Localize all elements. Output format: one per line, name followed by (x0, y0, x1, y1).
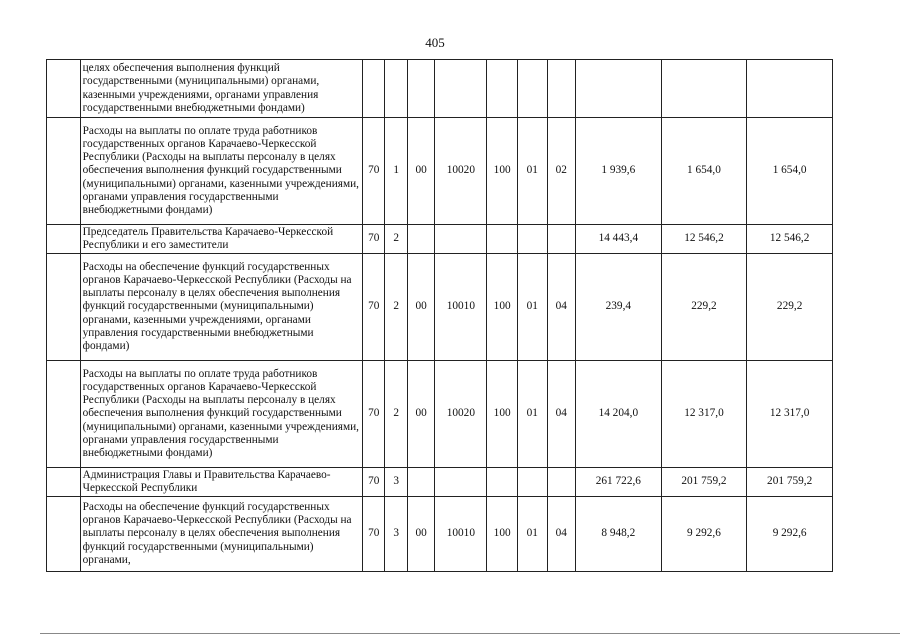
code-cell-c3: 00 (407, 361, 435, 468)
amount-cell-v1: 261 722,6 (576, 468, 662, 497)
code-cell-c1: 70 (363, 468, 385, 497)
expense-description: Расходы на выплаты по оплате труда работников государственных органов Карачаево-Черкесской Республики (Расходы на выплаты персоналу в целях обеспечения выполнения функций государственными (муниципальными) органами, казенными учреждениями, органами управления государственными внебюджетными фондами) (80, 118, 362, 225)
expense-description: целях обеспечения выполнения функций государственными (муниципальными) органами, казенными учреждениями, органами управления государственными внебюджетными фондами) (80, 60, 362, 118)
code-cell-c7: 04 (547, 361, 576, 468)
amount-cell-v2: 1 654,0 (661, 118, 747, 225)
code-cell-c6 (517, 225, 547, 254)
code-cell-c2: 1 (385, 118, 407, 225)
row-index-cell (47, 361, 81, 468)
code-cell-c5 (487, 60, 518, 118)
row-index-cell (47, 118, 81, 225)
code-cell-c5 (487, 468, 518, 497)
amount-cell-v3: 12 317,0 (747, 361, 833, 468)
code-cell-c3: 00 (407, 254, 435, 361)
page-bottom-rule (40, 633, 900, 634)
code-cell-c7 (547, 468, 576, 497)
code-cell-c7: 02 (547, 118, 576, 225)
code-cell-c2 (385, 60, 407, 118)
table-row (47, 60, 833, 118)
amount-cell-v3: 1 654,0 (747, 118, 833, 225)
code-cell-c1: 70 (363, 225, 385, 254)
amount-cell-v2: 12 317,0 (661, 361, 747, 468)
row-index-cell (47, 254, 81, 361)
expense-description: Администрация Главы и Правительства Карачаево-Черкесской Республики (80, 468, 362, 497)
code-cell-c1: 70 (363, 497, 385, 572)
code-cell-c7: 04 (547, 497, 576, 572)
table-row (47, 118, 833, 225)
amount-cell-v1: 239,4 (576, 254, 662, 361)
code-cell-c4 (435, 60, 487, 118)
amount-cell-v2: 201 759,2 (661, 468, 747, 497)
code-cell-c7 (547, 60, 576, 118)
amount-cell-v2: 9 292,6 (661, 497, 747, 572)
code-cell-c7 (547, 225, 576, 254)
code-cell-c7: 04 (547, 254, 576, 361)
amount-cell-v3: 12 546,2 (747, 225, 833, 254)
code-cell-c6: 01 (517, 254, 547, 361)
amount-cell-v1: 14 204,0 (576, 361, 662, 468)
code-cell-c6: 01 (517, 361, 547, 468)
code-cell-c2: 2 (385, 225, 407, 254)
table-row (47, 497, 833, 572)
budget-table (46, 59, 833, 572)
amount-cell-v3: 9 292,6 (747, 497, 833, 572)
amount-cell-v2 (661, 60, 747, 118)
expense-description: Расходы на обеспечение функций государственных органов Карачаево-Черкесской Республики (Расходы на выплаты персоналу в целях обеспечения выполнения функций государственными (муниципальными) органами, (80, 497, 362, 572)
amount-cell-v1: 1 939,6 (576, 118, 662, 225)
code-cell-c3: 00 (407, 497, 435, 572)
code-cell-c3 (407, 60, 435, 118)
code-cell-c5: 100 (487, 497, 518, 572)
code-cell-c2: 2 (385, 254, 407, 361)
code-cell-c1: 70 (363, 254, 385, 361)
code-cell-c5: 100 (487, 254, 518, 361)
code-cell-c6: 01 (517, 118, 547, 225)
amount-cell-v1: 14 443,4 (576, 225, 662, 254)
row-index-cell (47, 60, 81, 118)
code-cell-c2: 2 (385, 361, 407, 468)
expense-description: Расходы на выплаты по оплате труда работников государственных органов Карачаево-Черкесской Республики (Расходы на выплаты персоналу в целях обеспечения выполнения функций государственными (муниципальными) органами, казенными учреждениями, органами управления государственными внебюджетными фондами) (80, 361, 362, 468)
table-row (47, 361, 833, 468)
amount-cell-v3: 229,2 (747, 254, 833, 361)
amount-cell-v2: 229,2 (661, 254, 747, 361)
amount-cell-v1: 8 948,2 (576, 497, 662, 572)
code-cell-c6: 01 (517, 497, 547, 572)
code-cell-c4: 10020 (435, 361, 487, 468)
code-cell-c2: 3 (385, 468, 407, 497)
code-cell-c1: 70 (363, 118, 385, 225)
row-index-cell (47, 497, 81, 572)
row-index-cell (47, 468, 81, 497)
code-cell-c4 (435, 225, 487, 254)
code-cell-c4: 10010 (435, 254, 487, 361)
amount-cell-v2: 12 546,2 (661, 225, 747, 254)
table-row (47, 254, 833, 361)
expense-description: Расходы на обеспечение функций государственных органов Карачаево-Черкесской Республики (Расходы на выплаты персоналу в целях обеспечения выполнения функций государственными (муниципальными) органами, казенными учреждениями, органами управления государственными внебюджетными фондами) (80, 254, 362, 361)
code-cell-c6 (517, 60, 547, 118)
code-cell-c5: 100 (487, 118, 518, 225)
code-cell-c5: 100 (487, 361, 518, 468)
amount-cell-v3: 201 759,2 (747, 468, 833, 497)
code-cell-c5 (487, 225, 518, 254)
code-cell-c3 (407, 225, 435, 254)
row-index-cell (47, 225, 81, 254)
code-cell-c3 (407, 468, 435, 497)
code-cell-c1 (363, 60, 385, 118)
code-cell-c4 (435, 468, 487, 497)
code-cell-c4: 10010 (435, 497, 487, 572)
amount-cell-v1 (576, 60, 662, 118)
code-cell-c6 (517, 468, 547, 497)
code-cell-c2: 3 (385, 497, 407, 572)
code-cell-c1: 70 (363, 361, 385, 468)
table-row (47, 225, 833, 254)
table-row (47, 468, 833, 497)
code-cell-c4: 10020 (435, 118, 487, 225)
expense-description: Председатель Правительства Карачаево-Черкесской Республики и его заместители (80, 225, 362, 254)
amount-cell-v3 (747, 60, 833, 118)
code-cell-c3: 00 (407, 118, 435, 225)
page-number: 405 (425, 35, 445, 50)
